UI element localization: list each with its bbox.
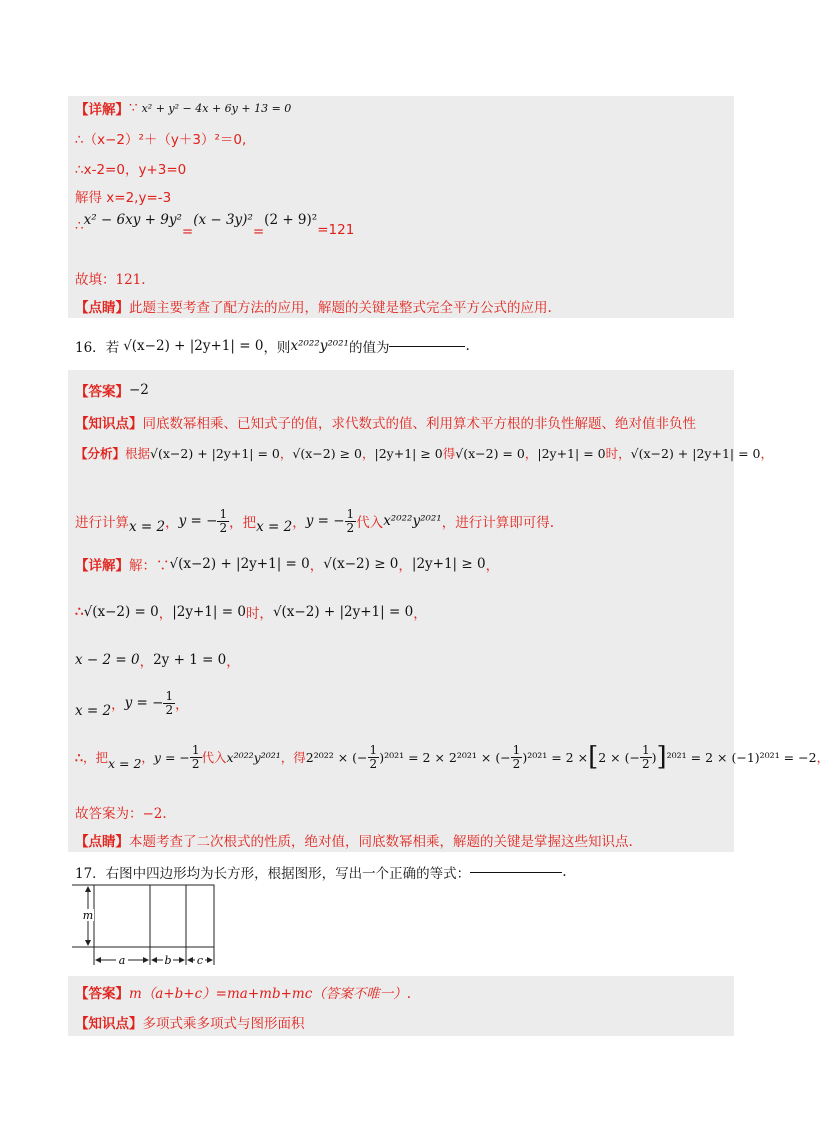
comma: ， <box>760 446 773 461</box>
comma: ， <box>111 697 125 714</box>
x-equals-2: x = 2 <box>107 755 142 771</box>
q16-comment <box>75 830 633 850</box>
label-a: a <box>118 954 126 967</box>
answer-text: m（a+b+c）=ma+mb+mc（答案不唯一）. <box>129 986 412 1002</box>
q16-detail-line3 <box>75 650 240 670</box>
comma: ， <box>165 515 179 532</box>
fraction-denominator: 2 <box>512 756 521 771</box>
comma: ， <box>413 606 427 622</box>
expression-1: x² − 6xy + 9y² <box>83 212 182 228</box>
fraction-denominator: 2 <box>641 756 650 771</box>
expr-abs-ge: |2y+1| ≥ 0 <box>374 445 443 461</box>
final-chain-1: 2²⁰²² × (− <box>305 749 368 765</box>
label-b: b <box>164 954 172 967</box>
comma: ， <box>139 654 154 670</box>
daru-text: 代入 <box>201 750 227 766</box>
y-equals-lhs: y = − <box>305 513 345 530</box>
q15-step3: 解得 x=2,y=-3 <box>75 190 172 206</box>
q15-step2: ∴x-2=0，y+3=0 <box>75 162 187 178</box>
q17-question <box>75 862 566 882</box>
q15-comment <box>75 296 552 316</box>
arrow-up <box>85 886 91 892</box>
target-expression: x²⁰²²y²⁰²¹ <box>226 749 281 765</box>
x-equals-2: x = 2 <box>256 519 293 536</box>
analysis-text-a: 根据 <box>125 446 151 461</box>
ba-text: ，把 <box>82 750 108 766</box>
comma: ， <box>175 697 189 714</box>
comma: ， <box>398 558 412 574</box>
x-minus-2-eq: x − 2 = 0 <box>75 652 140 668</box>
analysis-end-text: ，进行计算即可得. <box>441 515 555 532</box>
comma: ， <box>361 446 375 461</box>
half-fraction <box>217 508 229 534</box>
answer-blank <box>389 346 465 347</box>
therefore-symbol: ∴ <box>75 749 83 765</box>
then-text: ，则 <box>263 340 291 356</box>
fraction-numerator: 1 <box>165 689 174 703</box>
half-fraction <box>640 744 652 770</box>
q16-answer-final: 故答案为：−2. <box>75 806 167 822</box>
left-bracket: [ <box>588 742 599 773</box>
expr-condition: √(x−2) + |2y+1| = 0 <box>169 556 310 572</box>
q16-question <box>75 336 470 356</box>
knowledge-label: 【知识点】 <box>75 1016 143 1032</box>
question-number: 16．若 <box>75 340 120 356</box>
q16-answer <box>75 380 149 400</box>
expression-3: (2 + 9)² <box>264 212 318 228</box>
half-fraction <box>163 690 175 716</box>
comma: ， <box>279 446 293 461</box>
fraction-denominator: 2 <box>191 756 200 771</box>
therefore-symbol: ∴ <box>75 604 84 620</box>
fraction-numerator: 1 <box>219 507 228 521</box>
because-symbol: ∵ <box>129 100 138 116</box>
arrow-down <box>85 940 91 946</box>
expr-abs-ge: |2y+1| ≥ 0 <box>411 556 486 572</box>
question-text: 17．右图中四边形均为长方形，根据图形，写出一个正确的等式： <box>75 866 471 882</box>
label-c: c <box>196 954 204 967</box>
q16-detail-line2 <box>75 602 427 622</box>
q15-step4 <box>75 212 355 240</box>
comment-label: 【点睛】 <box>75 300 129 316</box>
2y-plus-1-eq: 2y + 1 = 0 <box>153 652 227 668</box>
value-of-text: 的值为 <box>348 340 390 356</box>
comma: ， <box>158 606 173 622</box>
expr-condition: √(x−2) + |2y+1| = 0 <box>150 445 280 461</box>
arrow-left <box>95 957 101 963</box>
expr-sqrt-eq: √(x−2) = 0 <box>455 445 525 461</box>
equals-1: = <box>181 224 194 240</box>
fraction-numerator: 1 <box>191 743 200 757</box>
q17-answer <box>75 982 411 1002</box>
analysis-label: 【分析】 <box>75 446 126 461</box>
fraction-numerator: 1 <box>512 743 521 757</box>
rectangle-diagram <box>70 883 220 973</box>
fraction-denominator: 2 <box>346 520 355 535</box>
comma: ， <box>292 515 306 532</box>
q16-analysis-line1 <box>75 444 773 462</box>
answer-value: −2 <box>129 382 149 398</box>
shi-text: 时， <box>605 446 631 461</box>
period: . <box>562 864 567 880</box>
y-equals-lhs: y = − <box>153 749 190 765</box>
q17-knowledge <box>75 1012 305 1032</box>
knowledge-text: 同底数幂相乘、已知式子的值，求代数式的值、利用算术平方根的非负性解题、绝对值非负性 <box>142 416 696 432</box>
q16-detail-line1 <box>75 554 499 574</box>
y-equals-lhs: y = − <box>124 695 164 712</box>
daru-text: 代入 <box>356 515 384 532</box>
q15-detail-line <box>75 98 291 118</box>
expr-sqrt-ge: √(x−2) ≥ 0 <box>292 445 362 461</box>
label-m: m <box>82 909 94 922</box>
comment-text: 本题考查了二次根式的性质，绝对值，同底数幂相乘，解题的关键是掌握这些知识点. <box>129 834 633 850</box>
expr-sqrt-eq: √(x−2) = 0 <box>83 604 159 620</box>
comma: ， <box>226 654 240 670</box>
shi-text: 时， <box>245 606 273 622</box>
detail-text-a: 解：∵ <box>129 558 170 574</box>
expression-2: (x − 3y)² <box>193 212 253 228</box>
half-fraction <box>345 508 357 534</box>
target-expression: x²⁰²²y²⁰²¹ <box>290 338 349 354</box>
x-equals-2: x = 2 <box>129 519 166 536</box>
expr-abs-eq: |2y+1| = 0 <box>172 604 246 620</box>
fraction-denominator: 2 <box>219 520 228 535</box>
fraction-denominator: 2 <box>369 756 378 771</box>
q16-knowledge <box>75 412 696 432</box>
q15-step1: ∴（x−2）²＋（y＋3）²＝0, <box>75 132 247 148</box>
half-fraction <box>190 744 202 770</box>
right-bracket: ] <box>656 742 667 773</box>
detail-label: 【详解】 <box>75 102 129 118</box>
expr-sqrt-ge: √(x−2) ≥ 0 <box>323 556 399 572</box>
condition-expression: √(x−2) + |2y+1| = 0 <box>123 338 264 354</box>
final-chain-2: )²⁰²¹ = 2 × 2²⁰²¹ × (− <box>379 749 511 765</box>
period: . <box>465 338 470 354</box>
knowledge-label: 【知识点】 <box>75 416 143 432</box>
q15-fill: 故填：121. <box>75 272 146 288</box>
expr-abs-eq: |2y+1| = 0 <box>537 445 606 461</box>
final-chain-5: ) <box>651 749 657 765</box>
detail-label: 【详解】 <box>75 558 129 574</box>
comment-text: 此题主要考查了配方法的应用，解题的关键是整式完全平方公式的应用. <box>129 300 552 316</box>
given-equation: x² + y² − 4x + 6y + 13 = 0 <box>141 101 292 115</box>
comma: ， <box>309 558 324 574</box>
fraction-numerator: 1 <box>641 743 650 757</box>
answer-label: 【答案】 <box>75 384 129 400</box>
answer-blank <box>470 872 562 873</box>
ba-text: ，把 <box>229 515 257 532</box>
de-text: ，得 <box>280 750 306 766</box>
half-fraction <box>368 744 380 770</box>
analysis-text-b: 进行计算 <box>75 515 129 532</box>
fraction-numerator: 1 <box>346 507 355 521</box>
de-text: 得 <box>442 446 456 461</box>
half-fraction <box>511 744 523 770</box>
fraction-numerator: 1 <box>369 743 378 757</box>
comma: ， <box>524 446 538 461</box>
expr-condition-2: √(x−2) + |2y+1| = 0 <box>630 445 761 461</box>
final-chain-3: )²⁰²¹ = 2 × <box>522 749 589 765</box>
q16-analysis-line2 <box>75 508 554 534</box>
y-equals-lhs: y = − <box>178 513 218 530</box>
therefore-symbol: ∴ <box>75 218 84 234</box>
answer-label: 【答案】 <box>75 986 129 1002</box>
comma: ， <box>141 750 154 766</box>
x-equals-2: x = 2 <box>75 703 112 720</box>
arrow-right <box>143 957 149 963</box>
result: =121 <box>317 222 355 238</box>
comma: ， <box>816 750 829 766</box>
q16-detail-line5 <box>75 742 829 773</box>
fraction-denominator: 2 <box>165 702 174 717</box>
final-chain-4: 2 × (− <box>598 749 640 765</box>
outer-rectangle <box>94 885 214 947</box>
expr-condition: √(x−2) + |2y+1| = 0 <box>272 604 414 620</box>
equals-2: = <box>252 224 265 240</box>
comma: ， <box>485 558 500 574</box>
final-chain-6: ²⁰²¹ = 2 × (−1)²⁰²¹ = −2 <box>666 749 817 765</box>
q16-detail-line4 <box>75 689 189 720</box>
target-expression: x²⁰²²y²⁰²¹ <box>383 513 442 530</box>
knowledge-text: 多项式乘多项式与图形面积 <box>142 1016 305 1032</box>
comment-label: 【点睛】 <box>75 834 129 850</box>
